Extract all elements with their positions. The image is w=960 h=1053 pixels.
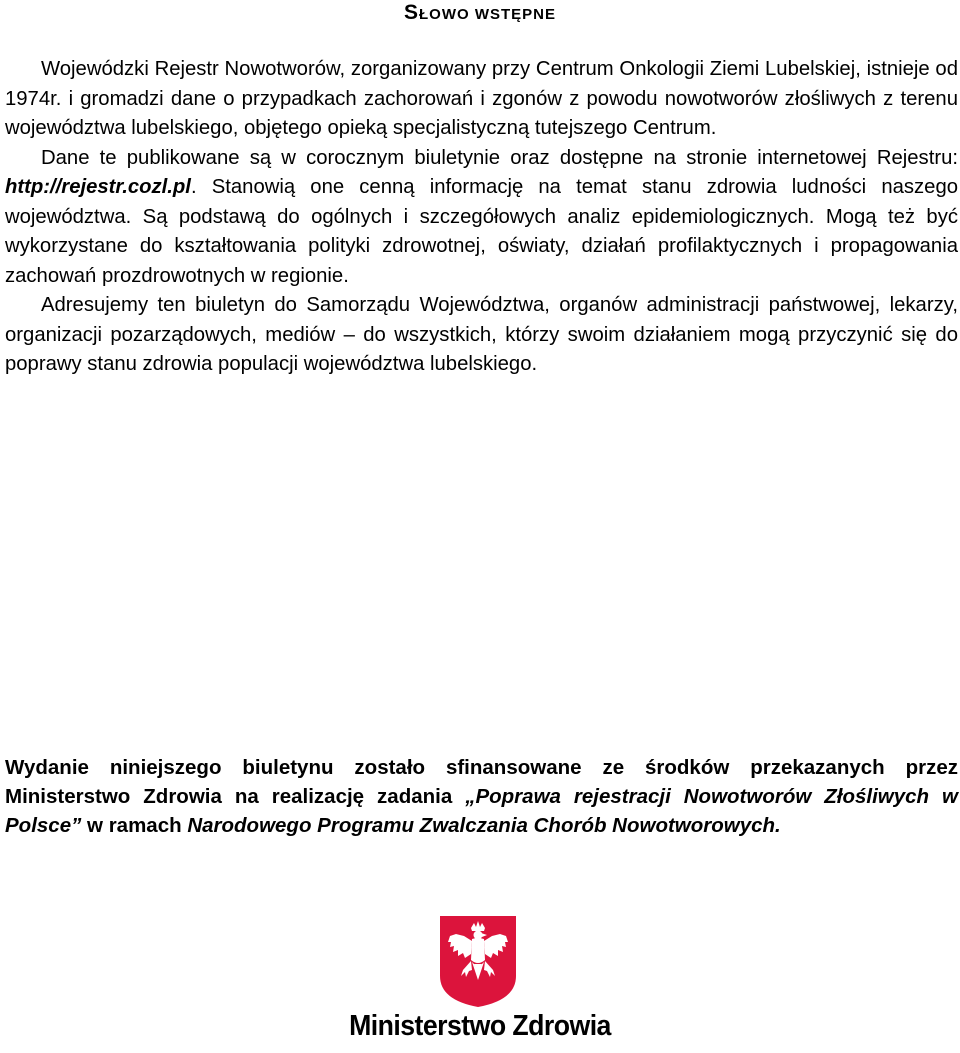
paragraph-registry: Wojewódzki Rejestr Nowotworów, zorganizowany przy Centrum Onkologii Ziemi Lubelskiej, istnieje od 1974r. i gromadzi dane o przypadkach zachorowań i zgonów z powodu nowotworów złośliwych z terenu województwa lubelskiego, objętego opieką specjalistyczną tutejszego Centrum. — [5, 58, 958, 139]
paragraph-publication — [5, 144, 958, 292]
intro-text — [5, 55, 958, 380]
funding-program: Narodowego Programu Zwalczania Chorób Nowotworowych. — [187, 814, 781, 837]
registry-url-link[interactable]: http://rejestr.cozl.pl — [5, 176, 191, 198]
funding-lead: Wydanie niniejszego biuletynu zostało sfinansowane ze środków przekazanych przez Ministerstwo Zdrowia na realizację zadania — [5, 756, 958, 808]
publication-text-after: . Stanowią one cenną informację na temat stanu zdrowia ludności naszego województwa. Są podstawą do ogólnych i szczegółowych analiz epidemiologicznych. Mogą też być wykorzystane do kształtowania polityki zdrowotnej, oświaty, działań profilaktycznych i propagowania zachowań prozdrowotnych w regionie. — [5, 176, 958, 287]
polish-eagle-crest-icon — [438, 914, 518, 1009]
heading-initial: S — [403, 1, 419, 24]
funding-middle: w ramach — [81, 814, 188, 837]
ministry-logo — [330, 912, 630, 1047]
paragraph-audience: Adresujemy ten biuletyn do Samorządu Województwa, organów administracji państwowej, lekarzy, organizacji pozarządowych, mediów – do wszystkich, którzy swoim działaniem mogą przyczynić się do poprawy stanu zdrowia populacji województwa lubelskiego. — [5, 294, 958, 375]
funding-note — [5, 753, 958, 840]
ministry-logo-text: Ministerstwo Zdrowia — [349, 1010, 611, 1042]
section-heading — [0, 0, 960, 28]
funding-task: „Poprawa rejestracji Nowotworów Złośliwych w Polsce” — [5, 785, 958, 837]
heading-rest: ŁOWO WSTĘPNE — [419, 6, 556, 23]
publication-text-before: Dane te publikowane są w corocznym biuletynie oraz dostępne na stronie internetowej Rejestru: — [41, 146, 958, 169]
